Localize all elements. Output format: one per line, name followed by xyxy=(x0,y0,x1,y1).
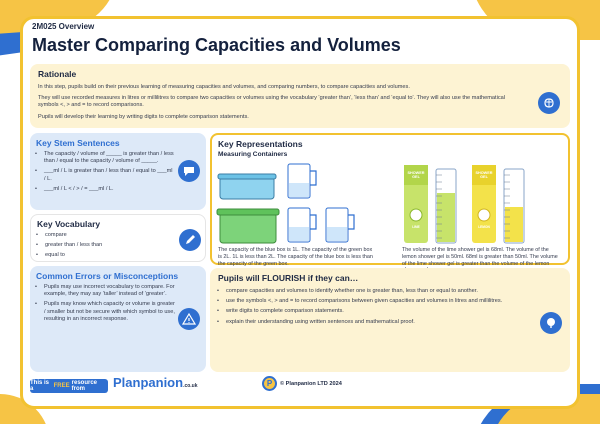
vocabulary-panel xyxy=(30,214,206,262)
rationale-panel xyxy=(30,64,570,128)
list-item: • Pupils may use incorrect vocabulary to compare. For example, they may say ‘taller’ instead of ‘greater’. xyxy=(34,284,176,298)
list-item: • compare capacities and volumes to identify whether one is greater than, less than or equal to another. xyxy=(216,288,526,295)
key-representations-panel xyxy=(210,133,570,265)
list-item: • ___ml / L < / > / = ___ml / L. xyxy=(34,186,174,193)
tree-icon xyxy=(540,312,562,334)
rationale-heading: Rationale xyxy=(38,69,77,79)
lesson-code: 2M025 Overview xyxy=(32,22,95,31)
caption-boxes: The capacity of the blue box is 1L. The capacity of the green box is 2L. 1L is less than 2L. The capacity of the blue box is less than the capacity of the green box. xyxy=(218,247,373,267)
list-item: • equal to xyxy=(35,252,165,259)
stem-sentences-panel xyxy=(30,133,206,210)
errors-panel xyxy=(30,266,206,372)
list-item: • explain their understanding using written sentences and mathematical proof. xyxy=(216,319,526,326)
stem-heading: Key Stem Sentences xyxy=(36,138,120,148)
list-item: • Pupils may know which capacity or volume is greater / smaller but not be secure with which symbol to use, resulting in an incorrect response. xyxy=(34,301,176,323)
vocab-heading: Key Vocabulary xyxy=(37,219,101,229)
list-item: • greater than / less than xyxy=(35,242,165,249)
bottle-sub-lemon: LEMON xyxy=(478,225,490,229)
banner-text-free: FREE xyxy=(53,383,70,389)
errors-heading: Common Errors or Misconceptions xyxy=(36,271,179,281)
rationale-paragraph: In this step, pupils build on their previous learning of measuring capacities and volumes, and comparing numbers, to compare capacities and volumes. xyxy=(38,84,410,90)
list-item: • The capacity / volume of _____ is greater than / less than / equal to the capacity / volume of _____. xyxy=(34,151,174,165)
caption-shower-gel: The volume of the lime shower gel is 68ml. The volume of the lemon shower gel is 50ml. 68ml is greater than 50ml. The volume of the lime shower gel is greater than the volume of the lemon xyxy=(402,247,558,267)
bottle-label-lime: SHOWER GEL xyxy=(407,171,425,180)
flourish-panel xyxy=(210,268,570,372)
keyrep-subheading: Measuring Containers xyxy=(218,151,288,158)
errors-list xyxy=(34,284,176,326)
rationale-paragraph: They will use recorded measures in litres or millilitres to compare two capacities or volumes using the vocabulary ‘greater than’, ‘less than’ and ‘equal to’. They will also use the mathematical symbols <, > and = to record comparisons. xyxy=(38,95,505,109)
banner-text-pre: This is a xyxy=(30,380,50,392)
list-item: • use the symbols <, > and = to record comparisons between given capacities and volumes in litres and millilitres. xyxy=(216,298,526,305)
rationale-paragraph: Pupils will develop their learning by writing digits to complete comparison statements. xyxy=(38,114,249,120)
keyrep-heading: Key Representations xyxy=(218,139,303,149)
bottle-sub-lime: LIME xyxy=(412,225,420,229)
planpanion-logo[interactable] xyxy=(113,375,198,390)
banner-text-post: resource from xyxy=(71,380,97,392)
list-item: • ___ml / L is greater than / less than / equal to ___ml / L. xyxy=(34,168,174,182)
containers-illustration xyxy=(216,161,366,245)
list-item: • write digits to complete comparison statements. xyxy=(216,308,526,315)
flourish-list xyxy=(216,288,526,329)
page-title: Master Comparing Capacities and Volumes xyxy=(32,35,401,55)
copyright-text: © Planpanion LTD 2024 xyxy=(280,381,342,387)
pen-icon xyxy=(179,229,201,251)
bottle-label-lemon: SHOWER GEL xyxy=(475,171,493,180)
brain-icon xyxy=(538,92,560,114)
flourish-heading: Pupils will FLOURISH if they can… xyxy=(218,273,359,283)
warning-icon xyxy=(178,308,200,330)
logo-text: Planpanion xyxy=(113,375,184,390)
vocab-list xyxy=(35,232,165,263)
logo-domain: .co.uk xyxy=(183,383,198,389)
speech-bubble-icon xyxy=(178,160,200,182)
free-resource-banner xyxy=(30,379,108,393)
list-item: • compare xyxy=(35,232,165,239)
stem-list xyxy=(34,151,174,196)
planpanion-badge-icon: P xyxy=(262,376,277,391)
